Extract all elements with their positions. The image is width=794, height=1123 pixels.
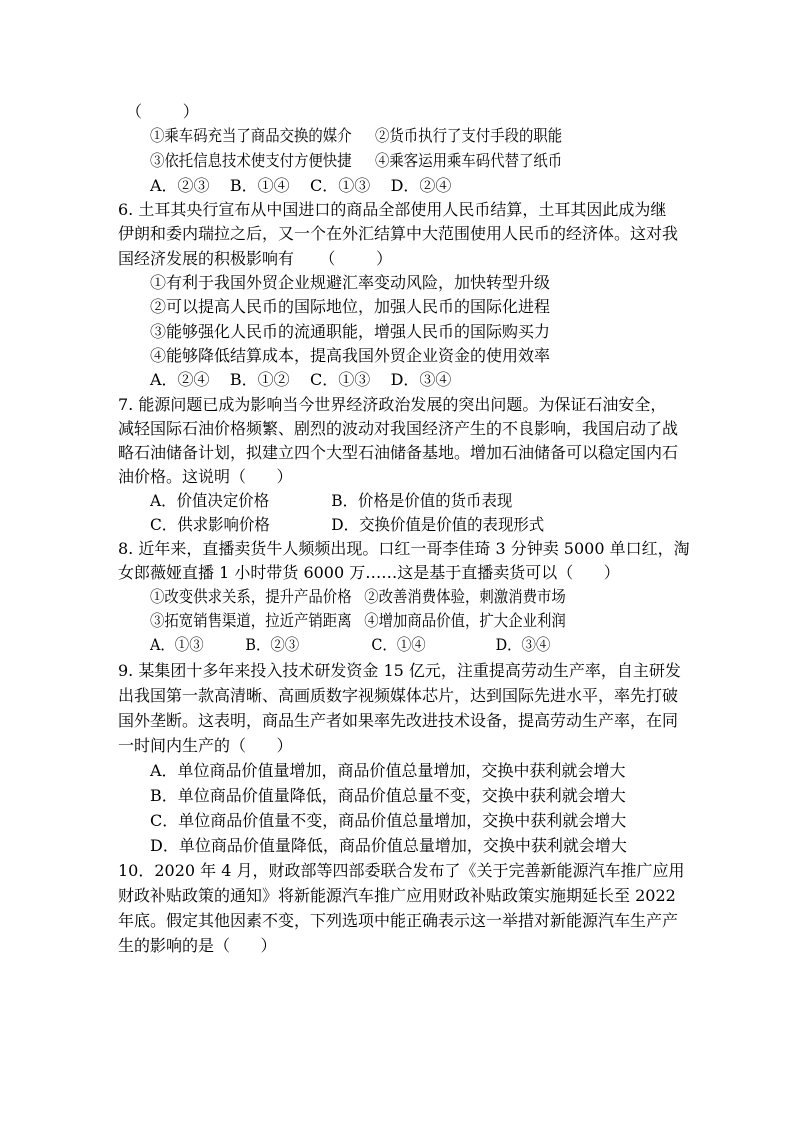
q9-option-c: C．单位商品价值量不变，商品价值总量增加，交换中获利就会增大 xyxy=(150,811,627,830)
q9-option-b: B．单位商品价值量降低，商品价值总量不变，交换中获利就会增大 xyxy=(150,786,626,805)
q5-option-3: ③依托信息技术使支付方便快捷 xyxy=(150,151,352,170)
q9-option-d: D．单位商品价值量降低，商品价值总量增加，交换中获利就会增大 xyxy=(150,836,627,855)
q9-stem-line-2: 出我国第一款高清晰、高画质数字视频媒体芯片，达到国际先进水平，率先打破 xyxy=(118,686,679,705)
q8-option-4: ④增加商品价值，扩大企业利润 xyxy=(364,611,566,630)
q8-answer-a: A．①③ xyxy=(150,635,204,654)
q6-stem-line-2: 伊朗和委内瑞拉之后，又一个在外汇结算中大范围使用人民币的经济体。这对我 xyxy=(118,224,679,243)
q5-option-4: ④乘客运用乘车码代替了纸币 xyxy=(375,151,563,170)
q6-option-1: ①有利于我国外贸企业规避汇率变动风险，加快转型升级 xyxy=(150,273,551,292)
answer-bracket-q5: （ ） xyxy=(126,102,199,121)
q9-stem-line-4: 一时间内生产的（ ） xyxy=(118,736,293,755)
q6-stem-line-1: 6. 土耳其央行宣布从中国进口的商品全部使用人民币结算，土耳其因此成为继 xyxy=(118,200,667,219)
q8-option-1: ①改变供求关系，提升产品价格 xyxy=(150,587,352,606)
q7-stem-line-4: 油价格。这说明（ ） xyxy=(118,467,293,486)
q6-answer-choices: A．②④ B．①② C．①③ D．③④ xyxy=(150,370,452,389)
q6-option-4: ④能够降低结算成本，提高我国外贸企业资金的使用效率 xyxy=(150,346,551,365)
q8-answer-b: B．②③ xyxy=(245,635,300,654)
q10-stem-line-4: 生的影响的是（ ） xyxy=(118,936,277,955)
q5-answer-choices: A．②③ B．①④ C．①③ D．②④ xyxy=(150,176,452,195)
q7-stem-line-3: 略石油储备计划，拟建立四个大型石油储备基地。增加石油储备可以稳定国内石 xyxy=(118,443,679,462)
q7-stem-line-2: 减轻国际石油价格频繁、剧烈的波动对我国经济产生的不良影响，我国启动了战 xyxy=(118,419,679,438)
q8-stem-line-2: 女郎薇娅直播 1 小时带货 6000 万……这是基于直播卖货可以（ ） xyxy=(118,563,620,582)
q6-option-3: ③能够强化人民币的流通职能，增强人民币的国际购买力 xyxy=(150,322,551,341)
q9-option-a: A．单位商品价值量增加，商品价值总量增加，交换中获利就会增大 xyxy=(150,761,626,780)
q8-answer-d: D．③④ xyxy=(495,635,551,654)
q10-stem-line-1: 10．2020 年 4 月，财政部等四部委联合发布了《关于完善新能源汽车推广应用 xyxy=(118,861,685,880)
q8-answer-c: C．①④ xyxy=(371,635,426,654)
q10-stem-line-2: 财政补贴政策的通知》将新能源汽车推广应用财政补贴政策实施期延长至 2022 xyxy=(118,886,676,905)
q9-stem-line-1: 9. 某集团十多年来投入技术研发资金 15 亿元，注重提高劳动生产率，自主研发 xyxy=(118,661,681,680)
q7-stem-line-1: 7. 能源问题已成为影响当今世界经济政治发展的突出问题。为保证石油安全， xyxy=(118,395,667,414)
q8-option-3: ③拓宽销售渠道，拉近产销距离 xyxy=(150,611,352,630)
q8-stem-line-1: 8. 近年来，直播卖货牛人频频出现。口红一哥李佳琦 3 分钟卖 5000 单口红，淘 xyxy=(118,539,690,558)
q9-stem-line-3: 国外垄断。这表明，商品生产者如果率先改进技术设备，提高劳动生产率，在同 xyxy=(118,711,679,730)
q5-option-1: ①乘车码充当了商品交换的媒介 xyxy=(150,126,352,145)
q6-option-2: ②可以提高人民币的国际地位，加强人民币的国际化进程 xyxy=(150,297,551,316)
q7-option-c: C．供求影响价格 xyxy=(150,515,270,534)
q7-option-a: A．价值决定价格 xyxy=(150,491,270,510)
q5-option-2: ②货币执行了支付手段的职能 xyxy=(375,126,563,145)
q6-stem-line-3: 国经济发展的积极影响有 （ ） xyxy=(118,249,393,268)
q10-stem-line-3: 年底。假定其他因素不变，下列选项中能正确表示这一举措对新能源汽车生产产 xyxy=(118,911,679,930)
q8-option-2: ②改善消费体验，刺激消费市场 xyxy=(364,587,566,606)
q7-option-b: B．价格是价值的货币表现 xyxy=(331,491,513,510)
q7-option-d: D．交换价值是价值的表现形式 xyxy=(331,515,545,534)
